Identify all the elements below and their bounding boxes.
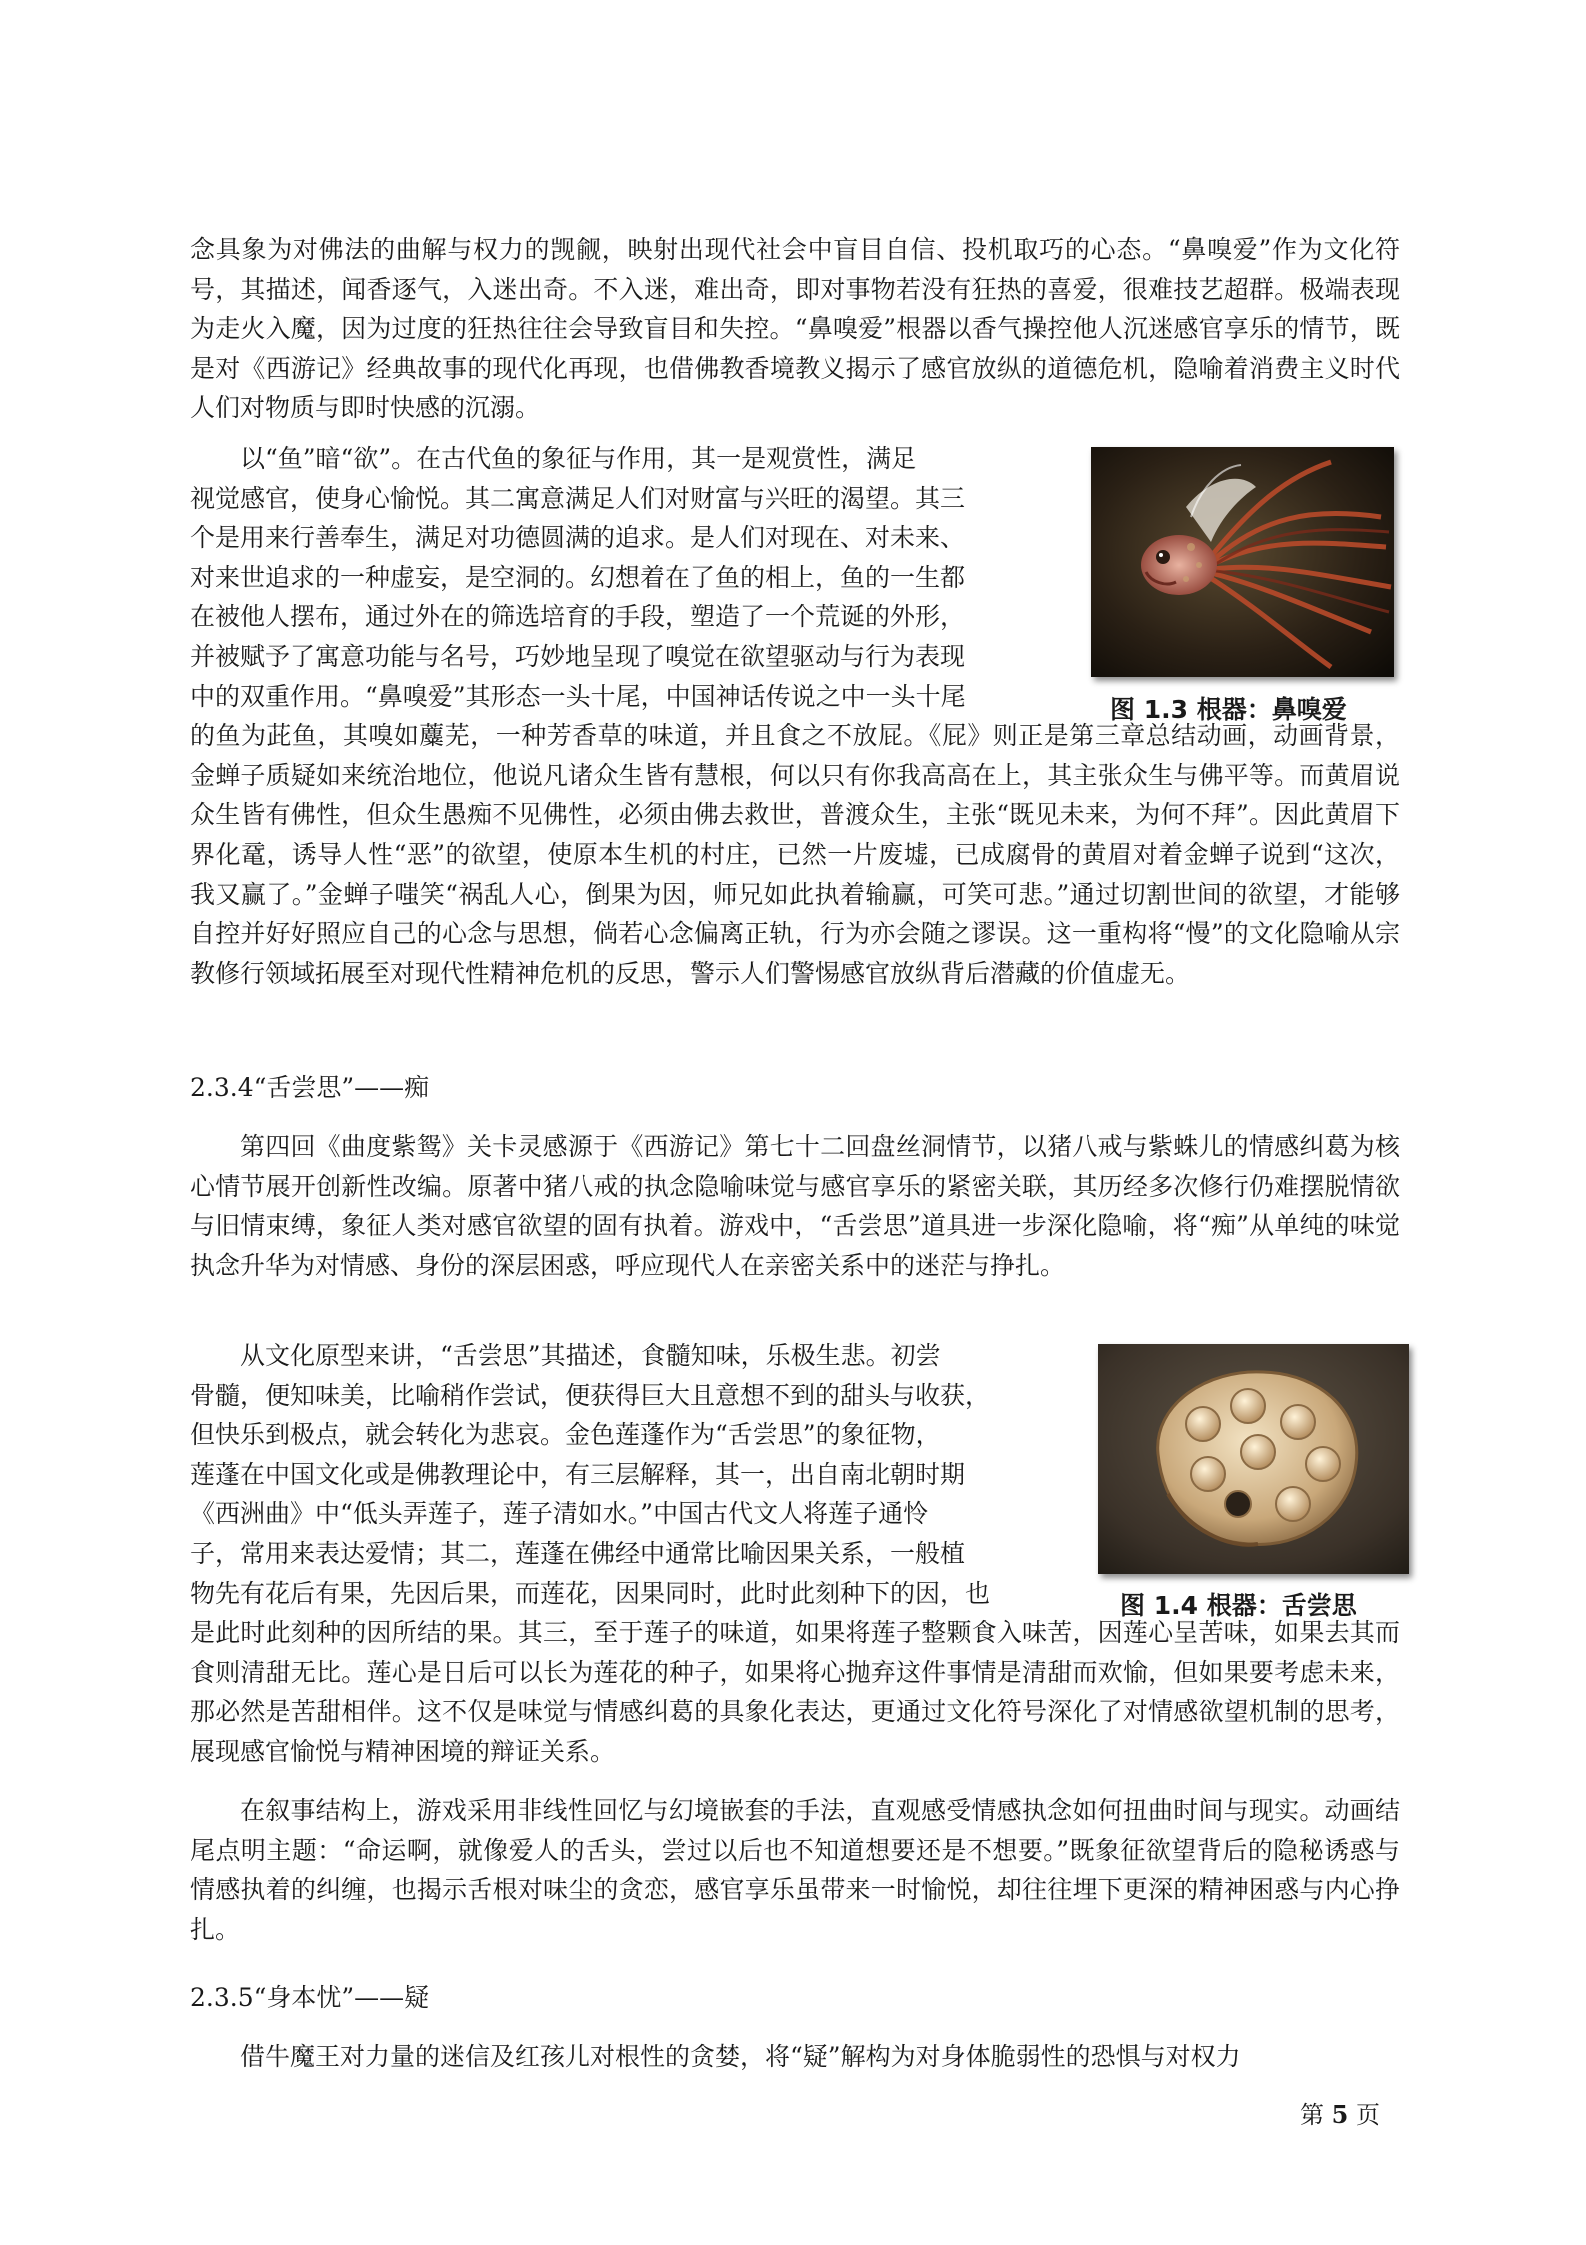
section-heading-2-3-4: 2.3.4“舌尝思”——痴 [190,1073,430,1102]
page-number-prefix: 第 [1300,2101,1324,2129]
paragraph-3 [190,1127,1400,1285]
line: 莲蓬在中国文化或是佛教理论中，有三层解释，其一，出自南北朝时期 [190,1459,966,1489]
paragraph-text: 在叙事结构上，游戏采用非线性回忆与幻境嵌套的手法，直观感受情感执念如何扭曲时间与现实。动画结尾点明主题：“命运啊，就像爱人的舌头，尝过以后也不知道想要还是不想要。”既象征欲望背后的隐秘诱惑与情感执着的纠缠，也揭示舌根对味尘的贪恋，感官享乐虽带来一时愉悦，却往往埋下更深的精神困惑与内心挣扎。 [190,1796,1400,1944]
line: 子，常用来表达爱情；其二，莲蓬在佛经中通常比喻因果关系，一般植 [190,1538,966,1568]
paragraph-text: 的鱼为茈鱼，其嗅如蘪芜，一种芳香草的味道，并且食之不放屁。《屁》则正是第三章总结动画，动画背景，金蝉子质疑如来统治地位，他说凡诸众生皆有慧根，何以只有你我高高在上，其主张众生与佛平等。而黄眉说众生皆有佛性，但众生愚痴不见佛性，必须由佛去救世，普渡众生，主张“既见未来，为何不拜”。因此黄眉下界化鼋，诱导人性“恶”的欲望，使原本生机的村庄，已然一片废墟，已成腐骨的黄眉对着金蝉子说到“这次，我又赢了。”金蝉子嗤笑“祸乱人心，倒果为因，师兄如此执着输赢，可笑可悲。”通过切割世间的欲望，才能够自控并好好照应自己的心念与思想，倘若心念偏离正轨，行为亦会随之谬误。这一重构将“慢”的文化隐喻从宗教修行领域拓展至对现代性精神危机的反思，警示人们警惕感官放纵背后潜藏的价值虚无。 [190,721,1400,988]
line: 骨髓，便知味美，比喻稍作尝试，便获得巨大且意想不到的甜头与收获， [190,1380,991,1410]
paragraph-6 [190,2037,1400,2077]
paragraph-4-wrapped-lines [190,1336,1070,1613]
line: 在被他人摆布，通过外在的筛选培育的手段，塑造了一个荒诞的外形， [190,602,966,632]
paragraph-2-wrapped-lines [190,439,1070,716]
figure-1-4-image [1098,1344,1409,1574]
page-number-value: 5 [1331,2100,1349,2129]
section-heading-2-3-5: 2.3.5“身本忧”——疑 [190,1983,430,2012]
line: 并被赋予了寓意功能与名号，巧妙地呈现了嗅觉在欲望驱动与行为表现 [190,641,966,671]
paragraph-text: 念具象为对佛法的曲解与权力的觊觎，映射出现代社会中盲目自信、投机取巧的心态。“鼻嗅爱”作为文化符号，其描述，闻香逐气，入迷出奇。不入迷，难出奇，即对事物若没有狂热的喜爱，很难技艺超群。极端表现为走火入魔，因为过度的狂热往往会导致盲目和失控。“鼻嗅爱”根器以香气操控他人沉迷感官享乐的情节，既是对《西游记》经典故事的现代化再现，也借佛教香境教义揭示了感官放纵的道德危机，隐喻着消费主义时代人们对物质与即时快感的沉溺。 [190,235,1400,423]
line: 《西洲曲》中“低头弄莲子，莲子清如水。”中国古代文人将莲子通怜 [190,1499,929,1529]
line: 从文化原型来讲，“舌尝思”其描述，食髓知味，乐极生悲。初尝 [240,1341,941,1370]
page-number-suffix: 页 [1355,2101,1380,2129]
page-number [1300,2095,1380,2130]
figure-1-3-caption: 图 1.3 根器：鼻嗅爱 [1110,695,1347,724]
figure-1-4-caption: 图 1.4 根器：舌尝思 [1120,1591,1357,1620]
paragraph-text: 是此时此刻种的因所结的果。其三，至于莲子的味道，如果将莲子整颗食入味苦，因莲心呈苦味，如果去其而食则清甜无比。莲心是日后可以长为莲花的种子，如果将心抛弃这件事情是清甜而欢愉，但如果要考虑未来，那必然是苦甜相伴。这不仅是味觉与情感纠葛的具象化表达，更通过文化符号深化了对情感欲望机制的思考，展现感官愉悦与精神困境的辩证关系。 [190,1618,1400,1766]
paragraph-text: 第四回《曲度紫鸳》关卡灵感源于《西游记》第七十二回盘丝洞情节，以猪八戒与紫蛛儿的情感纠葛为核心情节展开创新性改编。原著中猪八戒的执念隐喻味觉与感官享乐的紧密关联，其历经多次修行仍难摆脱情欲与旧情束缚，象征人类对感官欲望的固有执着。游戏中，“舌尝思”道具进一步深化隐喻，将“痴”从单纯的味觉执念升华为对情感、身份的深层困惑，呼应现代人在亲密关系中的迷茫与挣扎。 [190,1132,1400,1280]
paragraph-1 [190,230,1400,428]
line: 个是用来行善奉生，满足对功德圆满的追求。是人们对现在、对未来、 [190,523,966,553]
line: 物先有花后有果，先因后果，而莲花，因果同时，此时此刻种下的因，也 [190,1578,991,1608]
paragraph-text: 借牛魔王对力量的迷信及红孩儿对根性的贪婪，将“疑”解构为对身体脆弱性的恐惧与对权力 [240,2042,1241,2071]
line: 但快乐到极点，就会转化为悲哀。金色莲蓬作为“舌尝思”的象征物， [190,1420,941,1450]
line: 中的双重作用。“鼻嗅爱”其形态一头十尾，中国神话传说之中一头十尾 [190,681,966,711]
figure-1-3-image [1091,447,1394,677]
line: 以“鱼”暗“欲”。在古代鱼的象征与作用，其一是观赏性，满足 [240,444,917,473]
line: 视觉感官，使身心愉悦。其二寓意满足人们对财富与兴旺的渴望。其三 [190,483,966,513]
fish-illustration [1091,447,1394,677]
line: 对来世追求的一种虚妄，是空洞的。幻想着在了鱼的相上，鱼的一生都 [190,562,966,592]
lotus-seedpod-illustration [1098,1344,1409,1574]
paragraph-5 [190,1791,1400,1949]
